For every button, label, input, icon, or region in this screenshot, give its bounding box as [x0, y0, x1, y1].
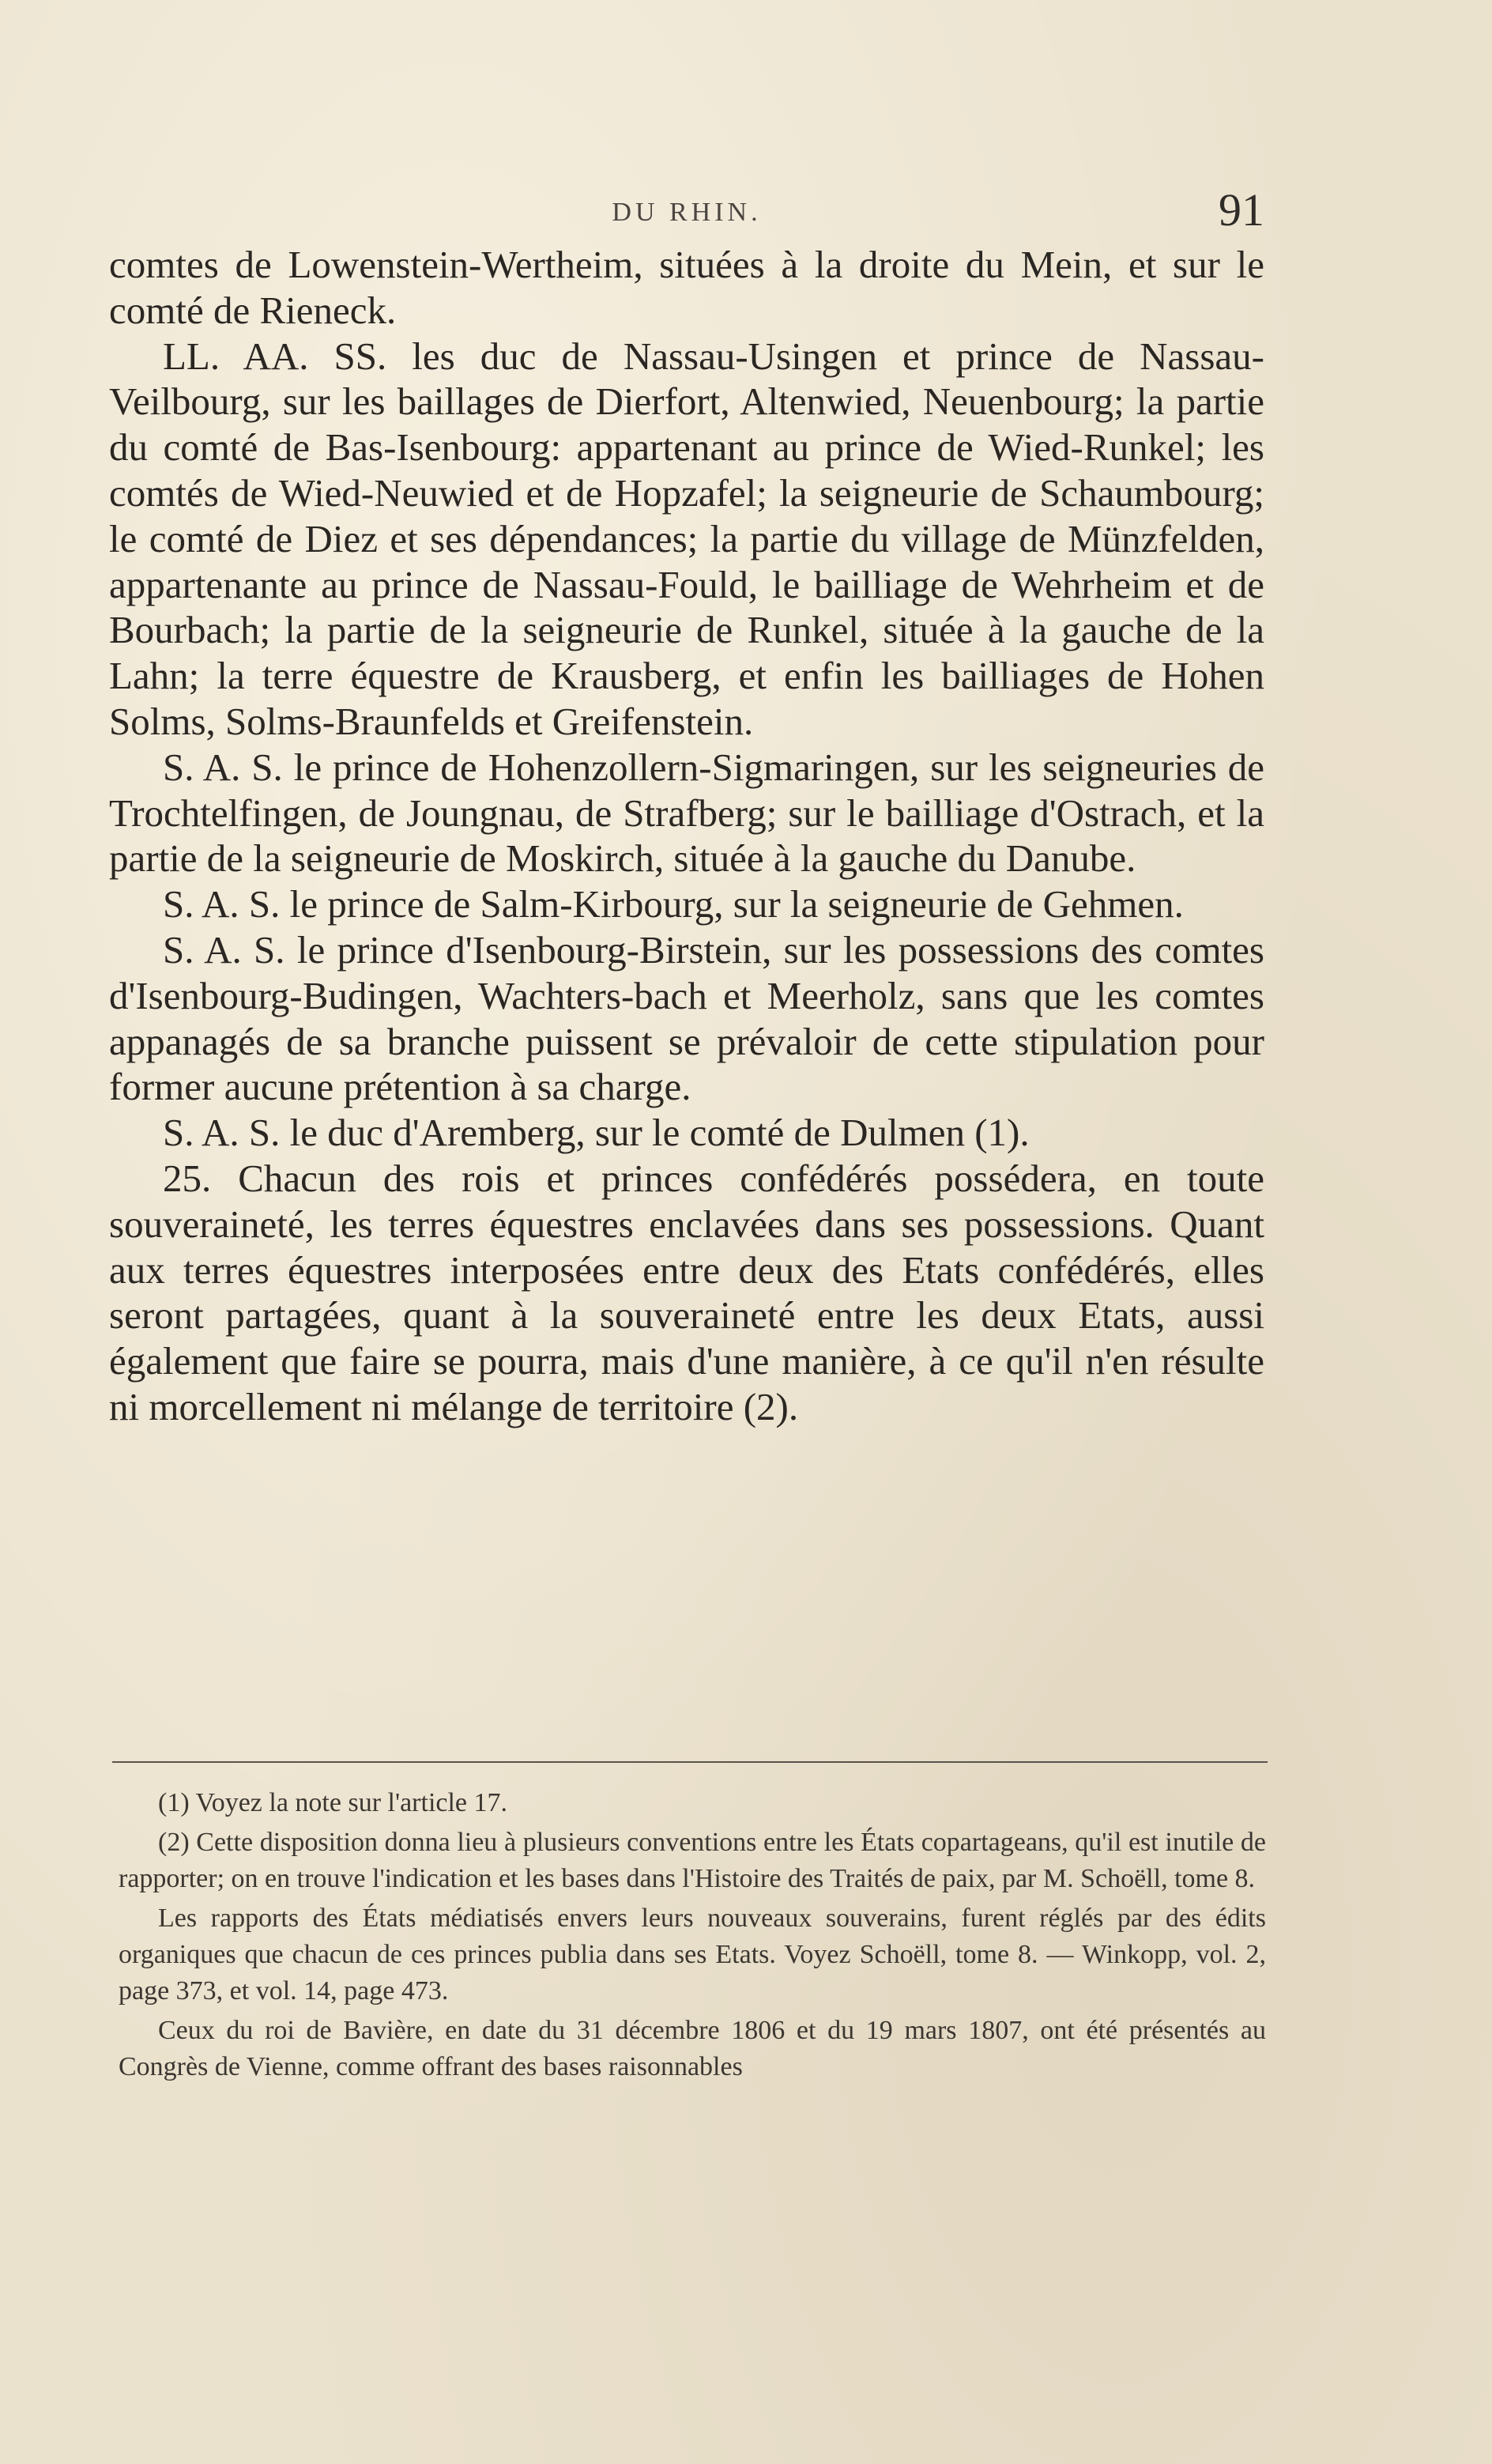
footnote-2-continuation: Les rapports des États médiatisés envers leurs nouveaux souverains, furent réglés par des édits organiques que chacun de ces princes publia dans ses Etats. Voyez Schoëll, tome 8. — Winkopp, vol. 2, page 373, et vol. 14, page 473. [119, 1904, 1266, 2006]
footnote-separator [112, 1761, 1268, 1763]
paragraph: S. A. S. le prince de Hohenzollern-Sigmaringen, sur les seigneuries de Trochtelfingen, de Joungnau, de Strafberg; sur le bailliage d'Ostrach, et la partie de la seigneurie de Moskirch, située à la gauche du Danube. [109, 745, 1264, 881]
paragraph: S. A. S. le duc d'Aremberg, sur le comté de Dulmen (1). [163, 1111, 1030, 1155]
paragraph: S. A. S. le prince de Salm-Kirbourg, sur la seigneurie de Gehmen. [163, 882, 1184, 926]
page-header [109, 183, 1264, 239]
footnote-1: (1) Voyez la note sur l'article 17. [158, 1788, 508, 1817]
footnote-2-continuation: Ceux du roi de Bavière, en date du 31 décembre 1806 et du 19 mars 1807, ont été présentés au Congrès de Vienne, comme offrant des bases raisonnables [119, 2016, 1266, 2081]
running-head: DU RHIN. [612, 198, 762, 227]
article-25-paragraph: 25. Chacun des rois et princes confédérés possédera, en toute souveraineté, les terres équestres enclavées dans ses possessions. Quant aux terres équestres interposées entre deux des Etats confédérés, elles seront partagées, quant à la souveraineté entre les deux Etats, aussi également que faire se pourra, mais d'une manière, à ce qu'il n'en résulte ni morcellement ni mélange de territoire (2). [109, 1156, 1264, 1428]
paragraph: S. A. S. le prince d'Isenbourg-Birstein, sur les possessions des comtes d'Isenbourg-Budingen, Wachters-bach et Meerholz, sans que les comtes appanagés de sa branche puissent se prévaloir de cette stipulation pour former aucune prétention à sa charge. [109, 927, 1264, 1109]
main-text [109, 242, 1264, 1430]
footnotes [119, 1785, 1266, 2089]
page-number: 91 [1219, 184, 1264, 236]
footnote-2: (2) Cette disposition donna lieu à plusieurs conventions entre les États copartageans, qu'il est inutile de rapporter; on en trouve l'indication et les bases dans l'Histoire des Traités de paix, par M. Schoëll, tome 8. [119, 1828, 1266, 1893]
paragraph: comtes de Lowenstein-Wertheim, situées à la droite du Mein, et sur le comté de Rieneck. [109, 243, 1264, 332]
paragraph: LL. AA. SS. les duc de Nassau-Usingen et prince de Nassau-Veilbourg, sur les baillages de Dierfort, Altenwied, Neuenbourg; la partie du comté de Bas-Isenbourg: appartenant au prince de Wied-Runkel; les comtés de Wied-Neuwied et de Hopzafel; la seigneurie de Schaumbourg; le comté de Diez et ses dépendances; la partie du village de Münzfelden, appartenante au prince de Nassau-Fould, le bailliage de Wehrheim et de Bourbach; la partie de la seigneurie de Runkel, située à la gauche de la Lahn; la terre équestre de Krausberg, et enfin les bailliages de Hohen Solms, Solms-Braunfelds et Greifenstein. [109, 334, 1264, 743]
